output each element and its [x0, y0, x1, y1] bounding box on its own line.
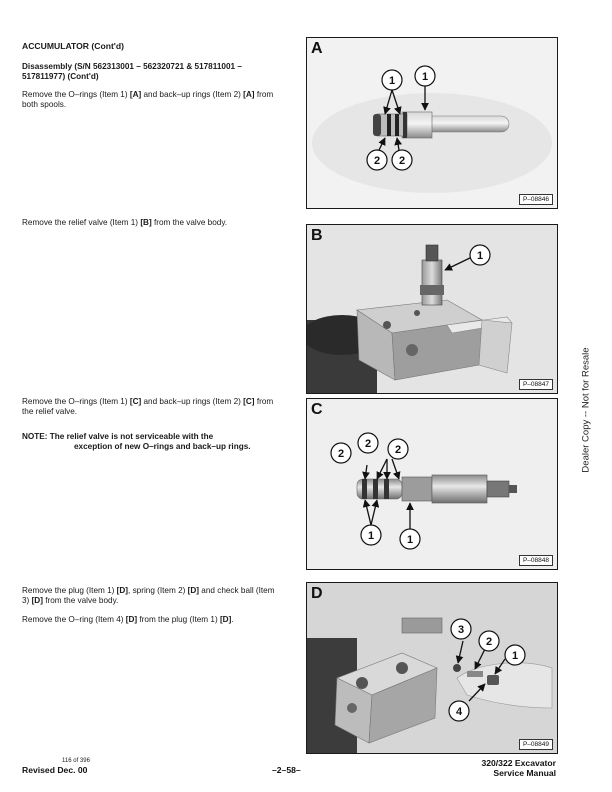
step-b-ref: [B] — [140, 218, 152, 227]
section-subheading: Disassembly (S/N 562313001 – 562320721 & 517811001 –517811977) (Cont'd) — [22, 62, 242, 81]
svg-text:2: 2 — [485, 636, 493, 648]
o-ring-shape — [395, 114, 399, 136]
step-d1-text — [22, 586, 277, 606]
figure-d-photo — [307, 583, 557, 753]
callout-2 — [331, 443, 351, 463]
step-a-part: from both spools. — [22, 90, 274, 109]
note-line1: The relief valve is not serviceable with the — [49, 432, 214, 441]
o-ring-shape — [362, 479, 367, 499]
step-d1-part: Remove the plug (Item 1) — [22, 586, 117, 595]
figure-c — [306, 398, 558, 570]
step-d1-part: and check ball (Item 3) — [22, 586, 275, 605]
step-d2-part: Remove the O–ring (Item 4) — [22, 615, 126, 624]
o-ring-shape — [387, 114, 391, 136]
svg-text:4: 4 — [455, 706, 463, 718]
relief-valve — [422, 260, 442, 305]
svg-text:2: 2 — [337, 448, 345, 460]
part-number: P–08849 — [519, 739, 553, 750]
footer-title-line2: Service Manual — [493, 768, 556, 778]
svg-text:1: 1 — [367, 530, 375, 542]
callout-4 — [449, 701, 469, 721]
valve-threads — [402, 477, 432, 501]
step-d1-ref: [D] — [31, 596, 43, 605]
figure-letter: B — [311, 227, 323, 244]
dealer-copy-side-text: Dealer Copy -- Not for Resale — [580, 347, 592, 473]
step-a-ref: [A] — [129, 90, 142, 99]
svg-text:2: 2 — [373, 155, 381, 167]
step-a-ref: [A] — [243, 90, 255, 99]
back-up-ring-shape — [384, 479, 389, 499]
step-d2-part: from the plug (Item 1) — [137, 615, 220, 624]
note-label: NOTE: — [22, 432, 48, 441]
figure-letter: C — [311, 401, 323, 418]
section-heading: ACCUMULATOR (Cont'd) — [22, 41, 124, 51]
note-block — [22, 432, 282, 452]
back-up-ring-shape — [403, 112, 407, 138]
spool-shaft — [425, 116, 509, 132]
step-d1-part: from the valve body. — [42, 596, 119, 605]
svg-text:3: 3 — [457, 624, 465, 636]
footer-revised: Revised Dec. 00 — [22, 765, 88, 775]
callout-1 — [415, 66, 435, 86]
footer-page-of: 116 of 396 — [62, 758, 90, 764]
footer-title-line1: 320/322 Excavator — [481, 758, 556, 768]
part-number: P–08848 — [519, 555, 553, 566]
callout-1 — [470, 245, 490, 265]
step-d2-text — [22, 615, 277, 625]
figure-b-photo — [307, 225, 557, 393]
step-c-ref: [C] — [243, 397, 255, 406]
step-c-part: from the relief valve. — [22, 397, 274, 416]
figure-a-photo — [307, 38, 557, 208]
callout-2 — [388, 439, 408, 459]
figure-letter: D — [311, 585, 323, 602]
step-c-part: Remove the O–rings (Item 1) — [22, 397, 130, 406]
step-a-text — [22, 90, 277, 110]
step-a-part: Remove the O–rings (Item 1) — [22, 90, 130, 99]
figure-d — [306, 582, 558, 754]
step-d2-ref: [D] — [125, 615, 138, 624]
check-ball — [453, 664, 461, 672]
step-c-ref: [C] — [129, 397, 142, 406]
callout-2 — [358, 433, 378, 453]
svg-text:1: 1 — [476, 250, 484, 262]
callout-2 — [479, 631, 499, 651]
step-d1-ref: [D] — [116, 586, 129, 595]
figure-a — [306, 37, 558, 209]
figure-b — [306, 224, 558, 394]
figure-letter: A — [311, 40, 323, 57]
svg-text:2: 2 — [398, 155, 406, 167]
figure-c-photo — [307, 399, 557, 569]
o-ring-shape — [373, 479, 378, 499]
step-b-text — [22, 218, 292, 228]
callout-2 — [392, 150, 412, 170]
plug — [487, 675, 499, 685]
callout-1 — [400, 529, 420, 549]
callout-1 — [505, 645, 525, 665]
step-a-part: and back–up rings (Item 2) — [141, 90, 244, 99]
svg-text:1: 1 — [421, 71, 429, 83]
svg-text:1: 1 — [406, 534, 414, 546]
step-b-part: Remove the relief valve (Item 1) — [22, 218, 141, 227]
svg-text:2: 2 — [394, 444, 402, 456]
valve-hex-body — [432, 475, 487, 503]
callout-2 — [367, 150, 387, 170]
footer-page-number: –2–58– — [272, 765, 301, 775]
o-ring-shape — [373, 114, 381, 136]
note-line2: exception of new O–rings and back–up rings. — [74, 442, 251, 451]
step-d2-ref: [D] — [219, 615, 232, 624]
svg-text:2: 2 — [364, 438, 372, 450]
spring — [467, 671, 483, 677]
step-b-part: from the valve body. — [151, 218, 228, 227]
svg-text:1: 1 — [388, 75, 396, 87]
svg-text:1: 1 — [511, 650, 519, 662]
callout-3 — [451, 619, 471, 639]
step-d2-part: . — [231, 615, 234, 624]
step-c-part: and back–up rings (Item 2) — [141, 397, 244, 406]
step-d1-ref: [D] — [187, 586, 200, 595]
part-number: P–08847 — [519, 379, 553, 390]
callout-1 — [382, 70, 402, 90]
part-number: P–08846 — [519, 194, 553, 205]
callout-1 — [361, 525, 381, 545]
step-d1-part: , spring (Item 2) — [128, 586, 188, 595]
step-c-text — [22, 397, 277, 417]
